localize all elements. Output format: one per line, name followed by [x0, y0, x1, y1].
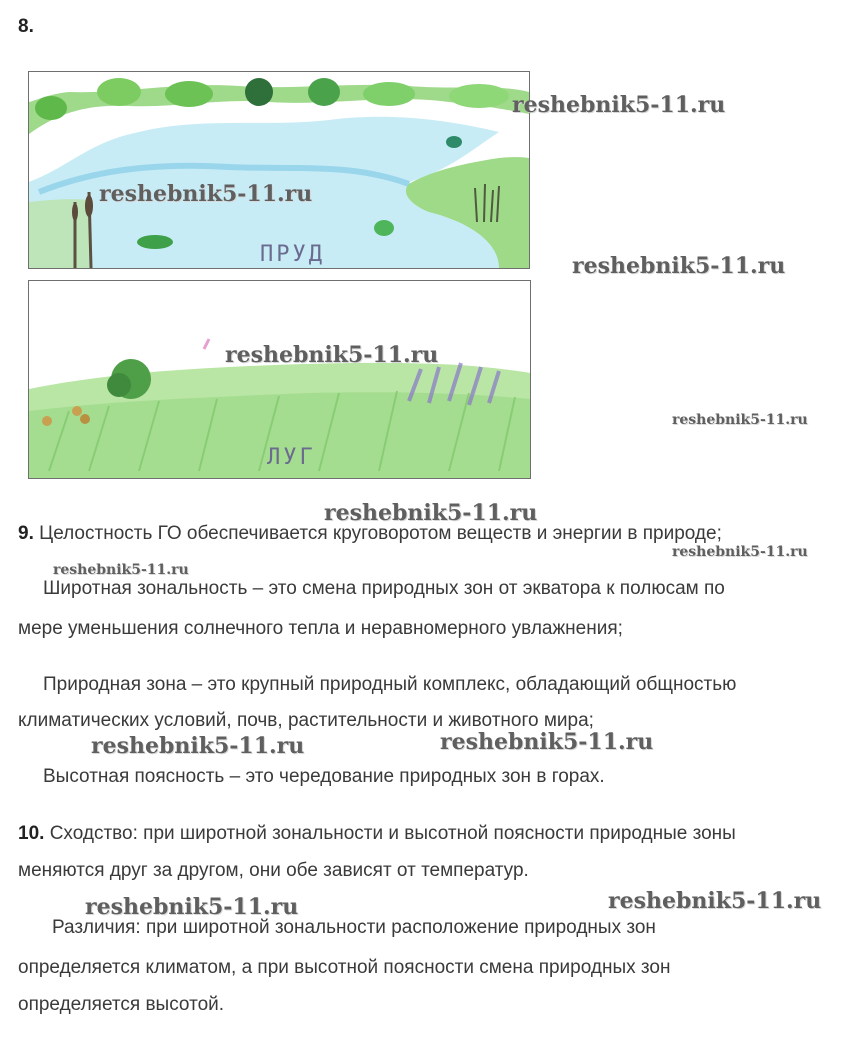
task-9-para-2-line-2: мере уменьшения солнечного тепла и неравномерного увлажнения;: [18, 618, 623, 639]
watermark: reshebnik5-11.ru: [572, 253, 786, 279]
watermark: reshebnik5-11.ru: [324, 500, 538, 526]
task-10-line-1: [18, 824, 736, 844]
task-10-para-2-line-3: определяется высотой.: [18, 994, 225, 1015]
task-9-para-2-line-1: Широтная зональность – это смена природных зон от экватора к полюсам по: [43, 578, 725, 599]
task-10-line-2: меняются друг за другом, они обе зависят от температур.: [18, 860, 529, 881]
watermark: reshebnik5-11.ru: [85, 894, 299, 920]
watermark: reshebnik5-11.ru: [608, 888, 822, 914]
watermark: reshebnik5-11.ru: [99, 181, 313, 207]
task-9-para-3-line-2: климатических условий, почв, растительности и животного мира;: [18, 710, 594, 731]
task-9-number: 9.: [18, 523, 34, 544]
task-9-para-3-line-1: Природная зона – это крупный природный комплекс, обладающий общностью: [43, 674, 737, 695]
watermark: reshebnik5-11.ru: [91, 733, 305, 759]
watermark: reshebnik5-11.ru: [53, 562, 189, 578]
task-10-para-2-line-1: Различия: при широтной зональности расположение природных зон: [52, 917, 656, 938]
watermark: reshebnik5-11.ru: [225, 342, 439, 368]
task-10-para-2-line-2: определяется климатом, а при высотной поясности смена природных зон: [18, 957, 671, 978]
task-10-number: 10.: [18, 823, 45, 844]
watermark: reshebnik5-11.ru: [672, 412, 808, 428]
task-9-line-1: [18, 524, 722, 544]
pond-illustration: [29, 72, 529, 268]
task-10-text: Сходство: при широтной зональности и высотной поясности природные зоны: [49, 823, 736, 844]
task-8-number: 8.: [18, 16, 34, 37]
meadow-caption: ЛУГ: [267, 445, 316, 470]
task-9-text: Целостность ГО обеспечивается круговоротом веществ и энергии в природе;: [39, 523, 722, 544]
watermark: reshebnik5-11.ru: [672, 544, 808, 560]
task-9-para-4-line-1: Высотная поясность – это чередование природных зон в горах.: [43, 766, 605, 787]
watermark: reshebnik5-11.ru: [440, 729, 654, 755]
pond-caption: ПРУД: [260, 242, 325, 267]
pond-drawing: [28, 71, 530, 269]
meadow-drawing: [28, 280, 531, 479]
watermark: reshebnik5-11.ru: [512, 92, 726, 118]
